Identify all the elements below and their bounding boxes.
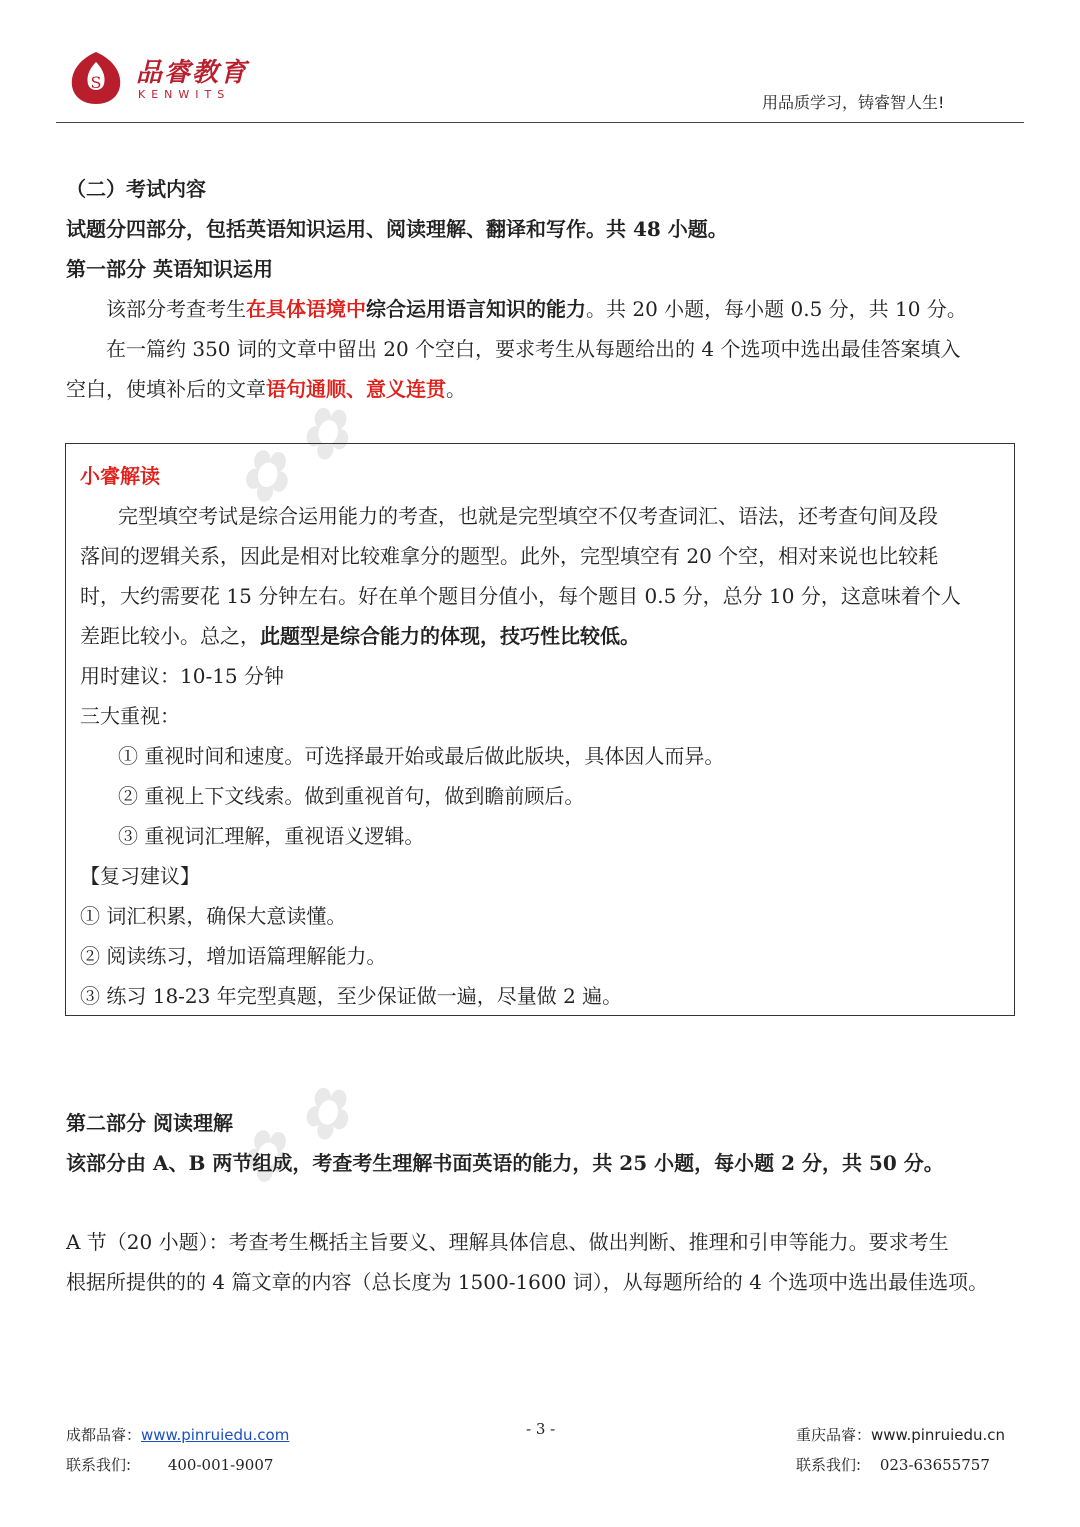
footer-chengdu	[66, 1424, 289, 1445]
box-line-4	[80, 616, 640, 656]
footer-cq-url: www.pinruiedu.cn	[871, 1426, 1006, 1444]
page-number: - 3 -	[526, 1420, 556, 1438]
part1-paragraph2-line1: 在一篇约 350 词的文章中留出 20 个空白，要求考生从每题给出的 4 个选项中选出最佳答案填入	[106, 337, 961, 361]
box-line-1: 完型填空考试是综合运用能力的考查，也就是完型填空不仅考查词汇、语法，还考查句间及段	[118, 504, 938, 528]
header-slogan: 用品质学习，铸睿智人生!	[762, 93, 945, 112]
part2-a-line2: 根据所提供的的 4 篇文章的内容（总长度为 1500-1600 词），从每题所给的 4 个选项中选出最佳选项。	[66, 1270, 989, 1294]
svg-text:S: S	[90, 73, 102, 92]
p2-text-a: 空白，使填补后的文章	[66, 377, 266, 401]
part1-paragraph1	[106, 289, 967, 329]
logo	[62, 48, 130, 112]
box-line-4-bold: 此题型是综合能力的体现，技巧性比较低。	[260, 624, 640, 648]
box-line-4-text: 差距比较小。总之，	[80, 624, 260, 648]
review-item-2: ② 阅读练习，增加语篇理解能力。	[80, 944, 387, 968]
part2-a-line1: A 节（20 小题）：考查考生概括主旨要义、理解具体信息、做出判断、推理和引申等能力。要求考生	[66, 1230, 949, 1254]
intro-text: 试题分四部分，包括英语知识运用、阅读理解、翻译和写作。共 48 小题。	[66, 217, 728, 241]
header-divider	[56, 122, 1024, 123]
p2-highlight: 语句通顺、意义连贯	[266, 377, 446, 401]
part2-desc: 该部分由 A、B 两节组成，考查考生理解书面英语的能力，共 25 小题，每小题 2 分，共 50 分。	[66, 1151, 944, 1175]
p1-bold: 综合运用语言知识的能力	[366, 297, 586, 321]
p1-text-a: 该部分考查考生	[106, 297, 246, 321]
logo-emblem-icon	[62, 48, 130, 108]
review-title: 【复习建议】	[80, 864, 200, 888]
footer-cq-phone: 023-63655757	[879, 1456, 990, 1474]
part1-paragraph2-line2	[66, 369, 466, 409]
focus-item-3: ③ 重视词汇理解，重视语义逻辑。	[118, 824, 425, 848]
part2-title: 第二部分 阅读理解	[66, 1111, 233, 1135]
footer-cd-link[interactable]: www.pinruiedu.com	[141, 1426, 290, 1444]
footer-cq-contact-label: 联系我们:	[796, 1456, 862, 1474]
footer-cd-contact	[66, 1454, 273, 1475]
footer-cd-contact-label: 联系我们:	[66, 1456, 132, 1474]
footer-chongqing	[796, 1424, 1005, 1445]
part1-title: 第一部分 英语知识运用	[66, 257, 273, 281]
review-item-3: ③ 练习 18-23 年完型真题，至少保证做一遍，尽量做 2 遍。	[80, 984, 623, 1008]
box-line-2: 落间的逻辑关系，因此是相对比较难拿分的题型。此外，完型填空有 20 个空，相对来说也比较耗	[80, 544, 939, 568]
focus-item-1: ① 重视时间和速度。可选择最开始或最后做此版块，具体因人而异。	[118, 744, 725, 768]
three-focus-title: 三大重视：	[80, 704, 180, 728]
time-suggestion: 用时建议：10-15 分钟	[80, 664, 285, 688]
section-title: （二）考试内容	[66, 177, 206, 201]
p1-text-d: 。共 20 小题，每小题 0.5 分，共 10 分。	[586, 297, 967, 321]
footer-cq-label: 重庆品睿：	[796, 1426, 872, 1444]
watermark: ✿ ✿	[220, 390, 368, 524]
footer-cd-phone: 400-001-9007	[167, 1456, 274, 1474]
watermark: ✿ ✿	[220, 1070, 368, 1204]
footer-cq-contact	[796, 1454, 990, 1475]
p2-text-c: 。	[446, 377, 466, 401]
footer-cd-label: 成都品睿：	[66, 1426, 142, 1444]
p1-highlight: 在具体语境中	[246, 297, 366, 321]
logo-cn: 品睿教育	[136, 58, 249, 88]
box-line-3: 时，大约需要花 15 分钟左右。好在单个题目分值小，每个题目 0.5 分，总分 10 分，这意味着个人	[80, 584, 961, 608]
logo-en: KENWITS	[138, 88, 231, 101]
review-item-1: ① 词汇积累，确保大意读懂。	[80, 904, 347, 928]
box-title: 小睿解读	[80, 464, 160, 488]
focus-item-2: ② 重视上下文线索。做到重视首句，做到瞻前顾后。	[118, 784, 585, 808]
